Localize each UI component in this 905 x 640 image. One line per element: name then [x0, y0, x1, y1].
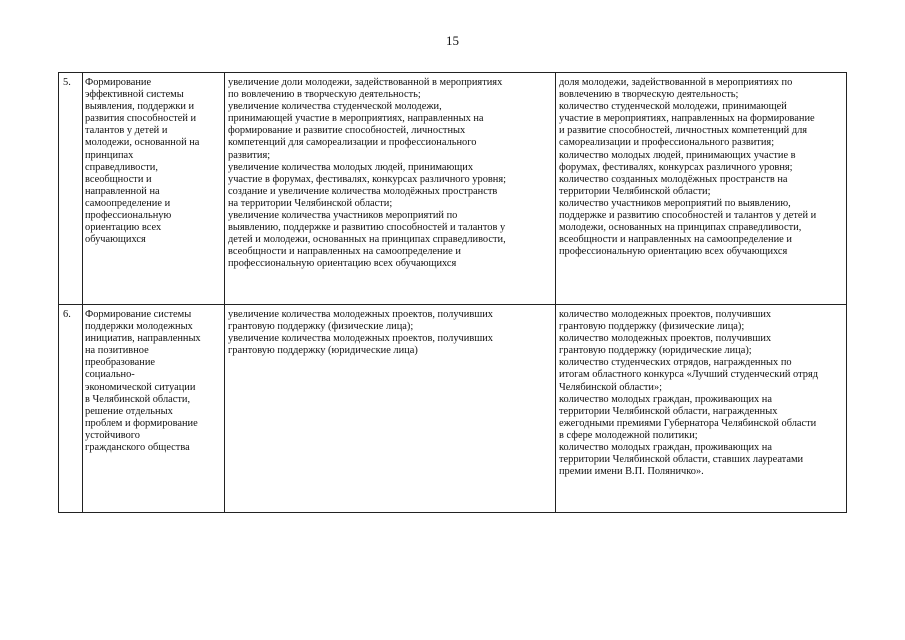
- row-number: 6.: [63, 309, 71, 320]
- task-text: Формирование эффективной системы выявления, поддержки и развития способностей и талантов у детей и молодежи, основанной на принципах справедливости, всеобщности и направленной на самоопределение и профессиональную ориентацию всех обучающихся: [85, 77, 200, 246]
- indicators-cell: [556, 73, 847, 305]
- indicators-text: количество молодежных проектов, получивших грантовую поддержку (физические лица); количество молодежных проектов, получивших грантовую поддержку (юридические лица); количество студенческих отрядов, награжденных по итогам областного конкурса «Лучший студенческий отряд Челябинской области»; количество молодых граждан, проживающих на территории Челябинской области, награжденных ежегодными премиями Губернатора Челябинской области в сфере молодежной политики; количество молодых граждан, проживающих на территории Челябинской области, ставших лауреатами премии имени В.П. Поляничко».: [559, 309, 819, 478]
- task-cell: [83, 73, 225, 305]
- indicators-cell: [556, 305, 847, 513]
- table-row: [59, 73, 847, 305]
- row-number-cell: [59, 305, 83, 513]
- results-cell: [225, 305, 556, 513]
- page-number: 15: [446, 33, 459, 48]
- results-text: увеличение количества молодежных проектов, получивших грантовую поддержку (физические лица); увеличение количества молодежных проектов, получивших грантовую поддержку (юридические лица): [228, 309, 493, 357]
- indicators-text: доля молодежи, задействованной в мероприятиях по вовлечению в творческую деятельность; количество студенческой молодежи, принимающей участие в мероприятиях, направленных на формирование и развитие способностей, личностных компетенций для самореализации и профессионального развития; количество молодых людей, принимающих участие в форумах, фестивалях, конкурсах различного уровня; количество созданных молодёжных пространств на территории Челябинской области; количество участников мероприятий по выявлению, поддержке и развитию способностей и талантов у детей и молодежи, основанных на принципах справедливости, всеобщности и направленных на самоопределение и профессиональную ориентацию всех обучающихся: [559, 77, 817, 258]
- measures-table: [58, 72, 847, 513]
- row-number: 5.: [63, 77, 71, 88]
- task-text: Формирование системы поддержки молодежных инициатив, направленных на позитивное преобразование социально- экономической ситуации в Челябинской области, решение отдельных проблем и формирование устойчивого гражданского общества: [85, 309, 201, 454]
- row-number-cell: [59, 73, 83, 305]
- task-cell: [83, 305, 225, 513]
- table-row: [59, 305, 847, 513]
- results-cell: [225, 73, 556, 305]
- results-text: увеличение доли молодежи, задействованной в мероприятиях по вовлечению в творческую деятельность; увеличение количества студенческой молодежи, принимающей участие в мероприятиях, направленных на формирование и развитие способностей, личностных компетенций для самореализации и профессионального развития; увеличение количества молодых людей, принимающих участие в форумах, фестивалях, конкурсах различного уровня; создание и увеличение количества молодёжных пространств на территории Челябинской области; увеличение количества участников мероприятий по выявлению, поддержке и развитию способностей и талантов у детей и молодежи, основанных на принципах справедливости, всеобщности и направленных на самоопределение и профессиональную ориентацию всех обучающихся: [228, 77, 507, 270]
